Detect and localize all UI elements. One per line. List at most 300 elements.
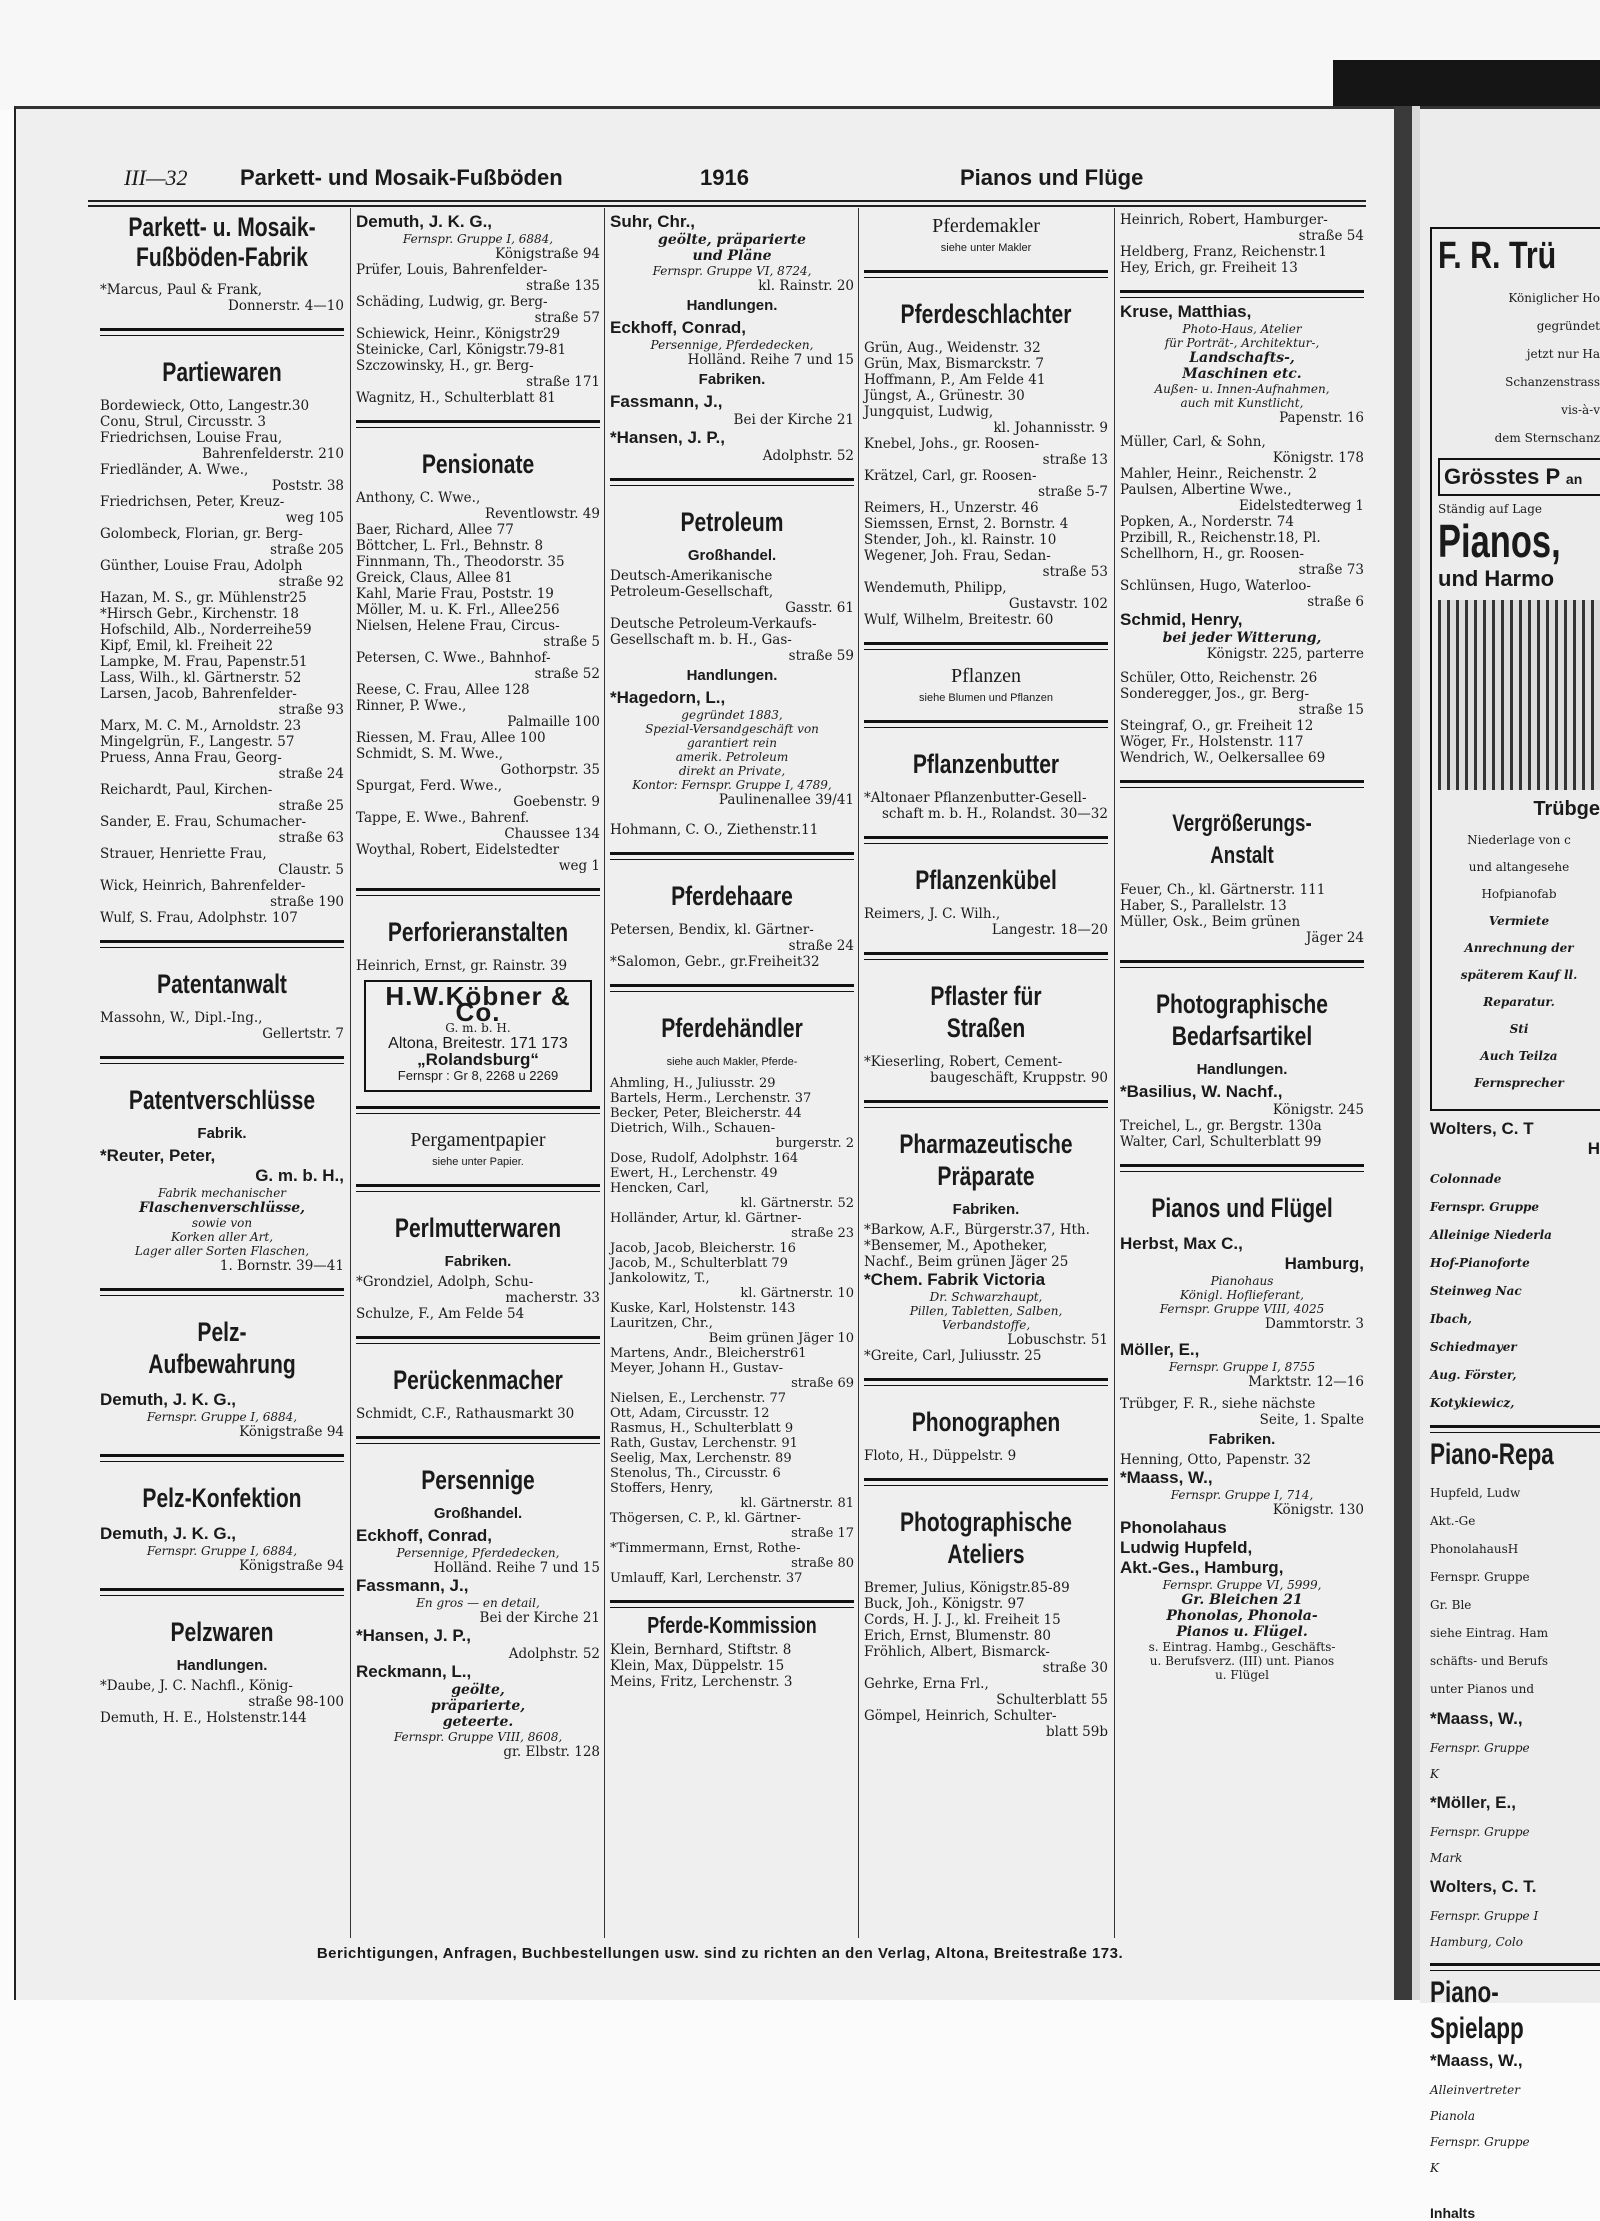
entry-desc: präparierte, <box>430 1698 526 1714</box>
entry-line: Ibach, <box>1430 1312 1472 1326</box>
section-title: Pferde-Kommission <box>647 1612 817 1638</box>
book-gutter <box>1394 106 1412 2000</box>
entry-line: Feuer, Ch., kl. Gärtnerstr. 111 <box>1120 882 1326 898</box>
entry-name: *Chem. Fabrik Victoria <box>864 1270 1046 1289</box>
entry-line: Conu, Strul, Circusstr. 3 <box>100 414 266 430</box>
entry-line: straße 80 <box>791 1556 854 1571</box>
header-rule-2 <box>88 205 1366 207</box>
entry-line: Woythal, Robert, Eidelstedter <box>356 842 560 858</box>
entry-desc: En gros — en detail, <box>416 1596 540 1610</box>
section-title: Pelzwaren <box>170 1617 274 1647</box>
entry-line: Kotykiewicz, <box>1430 1396 1515 1410</box>
entry-address: Königstr. 225, parterre <box>1206 646 1364 662</box>
entry-list <box>610 1642 854 1690</box>
entry-line: auch mit Kunstlicht, <box>1180 396 1304 410</box>
entry-line: Heinrich, Robert, Hamburger- <box>1120 212 1328 228</box>
entry-line: Meyer, Johann H., Gustav- <box>610 1361 784 1376</box>
entry-line: Klein, Max, Düppelstr. 15 <box>610 1658 785 1674</box>
entry-line: Schüler, Otto, Reichenstr. 26 <box>1120 670 1318 686</box>
divider <box>356 1184 600 1192</box>
section-title: Pflaster für Straßen <box>930 981 1042 1043</box>
entry-address: gr. Elbstr. 128 <box>503 1744 600 1760</box>
entry-line: straße 98-100 <box>248 1694 344 1710</box>
divider <box>1430 1963 1600 1971</box>
entry-line: Grün, Max, Bismarckstr. 7 <box>864 356 1044 372</box>
entry-name: *Maass, W., <box>1430 1709 1523 1728</box>
entry-line: Prüfer, Louis, Bahrenfelder- <box>356 262 548 278</box>
entry-line: Riessen, M. Frau, Allee 100 <box>356 730 546 746</box>
entry-line: K <box>1430 2161 1439 2175</box>
entry-line: Wagnitz, H., Schulterblatt 81 <box>356 390 556 406</box>
entry-desc-list <box>1430 2083 1600 2175</box>
entry-line: Bartels, Herm., Lerchenstr. 37 <box>610 1091 812 1106</box>
entry: Massohn, W., Dipl.-Ing., <box>100 1010 263 1026</box>
entry-line: *Hirsch Gebr., Kirchenstr. 18 <box>100 606 299 622</box>
entry-line: Wick, Heinrich, Bahrenfelder- <box>100 878 306 894</box>
section-title: Vergrößerungs-Anstalt <box>1172 810 1312 869</box>
column-3 <box>610 212 854 1690</box>
entry-line: Hazan, M. S., gr. Mühlenstr25 <box>100 590 307 606</box>
entry-line: und altangesehe <box>1468 860 1570 874</box>
entry-line: Umlauff, Karl, Lerchenstr. 37 <box>610 1571 803 1586</box>
entry-block <box>1420 1119 1600 1411</box>
divider <box>610 478 854 486</box>
entry-line: Becker, Peter, Bleicherstr. 44 <box>610 1106 802 1121</box>
entry-line: Reimers, J. C. Wilh., <box>864 906 1001 922</box>
entry-line: Finnmann, Th., Theodorstr. 35 <box>356 554 565 570</box>
entry-list <box>610 922 854 970</box>
entry-line: Goebenstr. 9 <box>513 794 600 810</box>
entry-line: straße 24 <box>278 766 344 782</box>
entry-address: Königstr. 245 <box>1272 1102 1364 1118</box>
entry-list <box>1120 1396 1364 1428</box>
entry-line: kl. Gärtnerstr. 81 <box>740 1496 854 1511</box>
entry-line: Golombeck, Florian, gr. Berg- <box>100 526 303 542</box>
entry-line: kl. Gärtnerstr. 52 <box>740 1196 854 1211</box>
entry-line: Hupfeld, Ludw <box>1430 1486 1521 1500</box>
entry-line: Seelig, Max, Lerchenstr. 89 <box>610 1451 792 1466</box>
entry-name: Eckhoff, Conrad, <box>610 318 747 337</box>
entry-line: Kahl, Marie Frau, Poststr. 19 <box>356 586 554 602</box>
entry-line: Szczowinsky, H., gr. Berg- <box>356 358 534 374</box>
entry-desc-list <box>1120 322 1364 350</box>
entry-line: *Grondziel, Adolph, Schu- <box>356 1274 534 1290</box>
entry-line: Hofschild, Alb., Norderreihe59 <box>100 622 312 638</box>
entry-line: Dietrich, Wilh., Schauen- <box>610 1121 776 1136</box>
advert-slogan: „Rolandsburg“ <box>417 1050 539 1069</box>
entry-line: Knebel, Johs., gr. Roosen- <box>864 436 1040 452</box>
section-title: Pianos und Flügel <box>1151 1193 1333 1223</box>
entry-desc: Persennige, Pferdedecken, <box>396 1546 560 1560</box>
entry-list <box>356 246 600 406</box>
entry-line: straße 92 <box>278 574 344 590</box>
entry-line: Anthony, C. Wwe., <box>356 490 481 506</box>
entry-line: Fernspr. Gruppe <box>1430 1200 1539 1214</box>
entry: *Greite, Carl, Juliusstr. 25 <box>864 1348 1042 1364</box>
entry-desc: Fabrik mechanischer <box>157 1186 287 1200</box>
entry-list <box>610 1076 854 1586</box>
entry-line: straße 5 <box>543 634 600 650</box>
entry-desc: und Pläne <box>692 248 772 264</box>
entry-line: *Altonaer Pflanzenbutter-Gesell- <box>864 790 1087 806</box>
entry-line: Cords, H. J. J., kl. Freiheit 15 <box>864 1612 1061 1628</box>
entry-line: Klein, Bernhard, Stiftstr. 8 <box>610 1642 792 1658</box>
entry: *Marcus, Paul & Frank, <box>100 282 263 298</box>
entry-address: Holländ. Reihe 7 und 15 <box>687 352 854 368</box>
entry-line: Wöger, Fr., Holstenstr. 117 <box>1120 734 1304 750</box>
entry-line: u. Flügel <box>1215 1668 1269 1682</box>
entry-line: Müller, Carl, & Sohn, <box>1120 434 1266 450</box>
entry-line: burgerstr. 2 <box>775 1136 854 1151</box>
advert-box-text: an <box>1565 471 1583 487</box>
section-subtitle: Fabrik. <box>197 1125 247 1142</box>
section-subtitle: Großhandel. <box>687 547 777 564</box>
entry-line: Thögersen, C. P., kl. Gärtner- <box>610 1511 801 1526</box>
entry-list <box>100 1678 344 1726</box>
entry-line: Hamburg, Colo <box>1430 1935 1523 1949</box>
divider <box>356 420 600 428</box>
divider <box>1120 1164 1364 1172</box>
entry-line: Steinicke, Carl, Königstr.79-81 <box>356 342 567 358</box>
entry-line: schäfts- und Berufs <box>1430 1654 1548 1668</box>
entry-line: Heldberg, Franz, Reichenstr.1 <box>1120 244 1327 260</box>
section-title: Petroleum <box>680 507 784 537</box>
entry-line: Nielsen, Helene Frau, Circus- <box>356 618 560 634</box>
entry-line: garantiert rein <box>687 736 777 750</box>
column-divider <box>604 208 605 1938</box>
entry-line: Wendemuth, Philipp, <box>864 580 1007 596</box>
entry-line: Jankolowitz, T., <box>610 1271 710 1286</box>
divider <box>610 984 854 992</box>
entry: Heinrich, Ernst, gr. Rainstr. 39 <box>356 958 568 974</box>
entry-line: Möller, M. u. K. Frl., Allee256 <box>356 602 560 618</box>
entry-list <box>864 340 1108 628</box>
entry-name: G. m. b. H., <box>255 1166 344 1185</box>
entry-line: Reimers, H., Unzerstr. 46 <box>864 500 1039 516</box>
divider <box>1120 290 1364 298</box>
entry-note-list <box>1120 1640 1364 1682</box>
divider <box>100 940 344 948</box>
entry-desc: Flaschenverschlüsse, <box>138 1200 306 1216</box>
section-title: Pferdemakler <box>932 215 1040 237</box>
divider <box>864 1478 1108 1486</box>
entry-desc-list <box>1120 382 1364 410</box>
advert-name: F. R. Trü <box>1438 235 1557 277</box>
entry-line: Lauritzen, Chr., <box>610 1316 713 1331</box>
entry-line: Przibill, R., Reichenstr.18, Pl. <box>1120 530 1321 546</box>
entry-line: Königl. Hoflieferant, <box>1179 1288 1304 1302</box>
advert-big2: und Harmo <box>1438 566 1555 591</box>
entry-line: Günther, Louise Frau, Adolph <box>100 558 303 574</box>
entry-line: straße 23 <box>791 1226 854 1241</box>
entry-desc: Phonolas, Phonola- <box>1166 1608 1318 1624</box>
entry-line: für Porträt-, Architektur-, <box>1164 336 1320 350</box>
entry-desc-list <box>1120 1274 1364 1316</box>
entry-line: Kontor: Fernspr. Gruppe I, 4789, <box>632 778 832 792</box>
entry-address: Adolphstr. 52 <box>762 448 854 464</box>
section-title: Photographische Ateliers <box>899 1507 1073 1569</box>
entry-line: *Salomon, Gebr., gr.Freiheit32 <box>610 954 820 970</box>
entry-name: Möller, E., <box>1120 1340 1200 1359</box>
entry: Gellertstr. 7 <box>262 1026 344 1042</box>
entry-line: Steinweg Nac <box>1430 1284 1522 1298</box>
entry-desc: bei jeder Witterung, <box>1162 630 1322 646</box>
entry-list <box>1430 1485 1600 1697</box>
entry-name: Suhr, Chr., <box>610 212 696 231</box>
entry-line: Popken, A., Norderstr. 74 <box>1120 514 1294 530</box>
page-title-right: Pianos und Flüge <box>960 165 1144 190</box>
entry: Henning, Otto, Papenstr. 32 <box>1120 1452 1311 1468</box>
entry-line: Fröhlich, Albert, Bismarck- <box>864 1644 1050 1660</box>
entry-line: kl. Johannisstr. 9 <box>993 420 1108 436</box>
entry-name: Wolters, C. T <box>1430 1119 1534 1138</box>
entry-line: Eidelstedterweg 1 <box>1238 498 1364 514</box>
page-year: 1916 <box>700 165 749 190</box>
advert-piano-image <box>1438 600 1600 790</box>
entry-line: PhonolahausH <box>1430 1542 1519 1556</box>
entry-line: straße 5-7 <box>1038 484 1108 500</box>
entry-line: Chaussee 134 <box>504 826 600 842</box>
entry-line: Schlünsen, Hugo, Waterloo- <box>1120 578 1311 594</box>
entry-list <box>610 568 854 664</box>
entry-line: Schiedmayer <box>1430 1340 1517 1354</box>
entry-line: Akt.-Ge <box>1430 1514 1476 1528</box>
divider <box>864 270 1108 278</box>
entry-line: K <box>1430 1767 1439 1781</box>
advert-box <box>1430 227 1600 1111</box>
entry-line: siehe Eintrag. Ham <box>1430 1626 1549 1640</box>
entry-line: Paulsen, Albertine Wwe., <box>1120 482 1292 498</box>
divider <box>864 642 1108 650</box>
entry: Floto, H., Düppelstr. 9 <box>864 1448 1017 1464</box>
entry-address: Adolphstr. 52 <box>508 1646 600 1662</box>
entry-name: Fassmann, J., <box>610 392 723 411</box>
entry-line: *Kieserling, Robert, Cement- <box>864 1054 1063 1070</box>
entry-line: Fernspr. Gruppe VIII, 4025 <box>1159 1302 1325 1316</box>
entry-line: straße 54 <box>1298 228 1364 244</box>
entry-line: Dr. Schwarzhaupt, <box>929 1290 1043 1304</box>
section-title: Pensionate <box>421 449 535 479</box>
entry-name: Demuth, J. K. G., <box>356 212 493 231</box>
entry-line: Holländer, Artur, kl. Gärtner- <box>610 1211 802 1226</box>
entry-line: Wulf, S. Frau, Adolphstr. 107 <box>100 910 298 926</box>
section-subtitle: Handlungen. <box>176 1657 268 1674</box>
divider <box>100 1056 344 1064</box>
entry-line: *Bensemer, M., Apotheker, <box>864 1238 1048 1254</box>
entry-line: Hofpianofab <box>1481 887 1557 901</box>
entry-name: Demuth, J. K. G., <box>100 1390 237 1409</box>
entry-desc-list <box>1430 1825 1600 1865</box>
divider <box>864 1100 1108 1108</box>
entry-line: Alleinvertreter <box>1430 2083 1520 2097</box>
entry-desc: Gr. Bleichen 21 <box>1181 1592 1303 1608</box>
advert-box-inner <box>1438 458 1600 496</box>
entry-line: Rasmus, H., Schulterblatt 9 <box>610 1421 794 1436</box>
section-subtitle: Handlungen. <box>1196 1061 1288 1078</box>
entry-line: Pianohaus <box>1210 1274 1274 1288</box>
entry-line: Böttcher, L. Frl., Behnstr. 8 <box>356 538 544 554</box>
entry-desc: Persennige, Pferdedecken, <box>650 338 814 352</box>
column-2 <box>356 212 600 1760</box>
entry-line: Sonderegger, Jos., gr. Berg- <box>1120 686 1310 702</box>
section-subtitle: Fabriken. <box>1208 1431 1276 1448</box>
entry-line: Jüngst, A., Grünestr. 30 <box>864 388 1025 404</box>
advert-big: Pianos, <box>1438 515 1561 567</box>
entry-line: unter Pianos und <box>1430 1682 1535 1696</box>
entry-address: Paulinenallee 39/41 <box>718 792 854 808</box>
entry-line: Fernspr. Gruppe I <box>1430 1909 1539 1923</box>
entry-line: Beim grünen Jäger 10 <box>708 1331 854 1346</box>
entry-line: Königstr. 178 <box>1272 450 1364 466</box>
section-note: siehe Blumen und Pflanzen <box>919 692 1053 704</box>
entry-line: Hoffmann, P., Am Felde 41 <box>864 372 1046 388</box>
entry-line: Wegener, Joh. Frau, Sedan- <box>864 548 1051 564</box>
entry-list <box>356 1274 600 1322</box>
page-footer: Berichtigungen, Anfragen, Buchbestellungen usw. sind zu richten an den Verlag, Altona, Breitestraße 173. <box>316 1945 1124 1962</box>
entry-name: Ludwig Hupfeld, <box>1120 1538 1253 1557</box>
column-divider <box>1114 208 1115 1938</box>
entry-desc: geteerte. <box>442 1714 514 1730</box>
entry-line: amerik. Petroleum <box>675 750 789 764</box>
entry-desc-list <box>1430 1909 1600 1949</box>
divider <box>100 328 344 336</box>
entry-list <box>864 790 1108 822</box>
divider <box>356 1336 600 1344</box>
entry-name: Demuth, J. K. G., <box>100 1524 237 1543</box>
entry-line: Friedrichsen, Louise Frau, <box>100 430 283 446</box>
section-note: siehe unter Makler <box>940 242 1032 254</box>
divider <box>864 952 1108 960</box>
entry-line: Mark <box>1430 1851 1463 1865</box>
entry-line: Fernspr. Gruppe <box>1430 1825 1530 1839</box>
entry-line: Stoffers, Henry, <box>610 1481 714 1496</box>
entry-line: späterem Kauf ll. <box>1460 968 1578 982</box>
section-title: Pferdehaare <box>671 881 793 911</box>
entry-line: Gehrke, Erna Frl., <box>864 1676 989 1692</box>
entry-line: Krätzel, Carl, gr. Roosen- <box>864 468 1037 484</box>
entry-line: Petersen, C. Wwe., Bahnhof- <box>356 650 551 666</box>
entry-line: straße 171 <box>526 374 600 390</box>
entry-line: Pianola <box>1430 2109 1476 2123</box>
entry-line: Schiewick, Heinr., Königstr29 <box>356 326 561 342</box>
entry-line: Jungquist, Ludwig, <box>864 404 994 420</box>
entry-line: Nachf., Beim grünen Jäger 25 <box>864 1254 1069 1270</box>
entry-line: Reese, C. Frau, Allee 128 <box>356 682 530 698</box>
entry-line: Schmidt, S. M. Wwe., <box>356 746 504 762</box>
entry-line: straße 17 <box>791 1526 854 1541</box>
section-note: siehe unter Papier. <box>432 1156 524 1168</box>
divider <box>864 836 1108 844</box>
entry-line: Martens, Andr., Bleicherstr61 <box>610 1346 807 1361</box>
entry-address: Bei der Kirche 21 <box>733 412 854 428</box>
entry-list <box>1120 882 1364 946</box>
entry-line: Dose, Rudolf, Adolphstr. 164 <box>610 1151 799 1166</box>
advert-address: Altona, Breitestr. 171 173 <box>388 1035 568 1052</box>
entry-line: Fernsprecher <box>1474 1076 1564 1090</box>
entry-line: weg 1 <box>558 858 600 874</box>
entry-line: direkt an Private, <box>678 764 786 778</box>
entry-address: Bei der Kirche 21 <box>479 1610 600 1626</box>
entry-line: Auch Teilza <box>1480 1049 1558 1063</box>
entry-line: straße 63 <box>278 830 344 846</box>
entry-line: Gr. Ble <box>1430 1598 1472 1612</box>
entry-line: Jacob, Jacob, Bleicherstr. 16 <box>610 1241 796 1256</box>
entry-line: straße 59 <box>788 648 854 664</box>
entry-line: Lass, Wilh., kl. Gärtnerstr. 52 <box>100 670 302 686</box>
entry-desc-list <box>1120 350 1364 382</box>
entry-list <box>1120 434 1364 610</box>
entry-line: Petroleum-Gesellschaft, <box>610 584 774 600</box>
entry-line: Königstraße 94 <box>495 246 600 262</box>
page-number: III—32 <box>124 165 188 190</box>
divider <box>356 888 600 896</box>
entry-line: Verbandstoffe, <box>941 1318 1031 1332</box>
entry-line: straße 30 <box>1042 1660 1108 1676</box>
entry-line: Friedländer, A. Wwe., <box>100 462 249 478</box>
entry-line: Marx, M. C. M., Arnoldstr. 23 <box>100 718 302 734</box>
entry-line: Seite, 1. Spalte <box>1259 1412 1364 1428</box>
entry-line: Poststr. 38 <box>271 478 344 494</box>
entry-line: Maschinen etc. <box>1182 366 1302 382</box>
entry-line: Photo-Haus, Atelier <box>1182 322 1302 336</box>
entry-address: Papenstr. 16 <box>1279 410 1364 426</box>
entry-line: straße 190 <box>270 894 344 910</box>
section-title: Persennige <box>421 1465 535 1495</box>
entry-phone: Fernspr. Gruppe I, 6884, <box>146 1544 298 1558</box>
entry-address: Dammtorstr. 3 <box>1265 1316 1364 1332</box>
section-title: Perforieranstalten <box>387 917 569 947</box>
entry-line: Sander, E. Frau, Schumacher- <box>100 814 307 830</box>
section-subtitle: Fabriken. <box>698 371 766 388</box>
page-edge-tab <box>1333 60 1600 106</box>
entry-line: Jacob, M., Schulterblatt 79 <box>610 1256 788 1271</box>
entry-line: *Daube, J. C. Nachfl., König- <box>100 1678 293 1694</box>
entry-line: Steingraf, O., gr. Freiheit 12 <box>1120 718 1314 734</box>
entry-line: Landschafts-, <box>1189 350 1295 366</box>
entry-line: Sti <box>1509 1022 1529 1036</box>
entry-line: Fernspr. Gruppe <box>1430 2135 1530 2149</box>
entry-line: Hencken, Carl, <box>610 1181 710 1196</box>
entry-line: Gasstr. 61 <box>785 600 854 616</box>
divider <box>864 1378 1108 1386</box>
entry-address: Königstraße 94 <box>239 1424 344 1440</box>
column-5 <box>1120 212 1364 1682</box>
entry-line: Ewert, H., Lerchenstr. 49 <box>610 1166 778 1181</box>
entry: Schmidt, C.F., Rathausmarkt 30 <box>356 1406 575 1422</box>
section-title: Partiewaren <box>162 357 282 387</box>
section-title: Pelz-Aufbewahrung <box>148 1317 296 1379</box>
advert-lines <box>1438 290 1600 446</box>
entry-list <box>1120 1118 1364 1150</box>
entry-line: Spurgat, Ferd. Wwe., <box>356 778 503 794</box>
entry-line: schaft m. b. H., Rolandst. 30—32 <box>882 806 1108 822</box>
section-title: Piano-Spielapp <box>1430 1976 1524 2045</box>
entry-line: straße 15 <box>1298 702 1364 718</box>
divider <box>1120 960 1364 968</box>
entry-line: Treichel, L., gr. Bergstr. 130a <box>1120 1118 1322 1134</box>
header-rule <box>88 200 1366 202</box>
section-subtitle: Handlungen. <box>686 297 778 314</box>
entry-line: Mingelgrün, F., Langestr. 57 <box>100 734 295 750</box>
entry-name: *Reuter, Peter, <box>100 1146 216 1165</box>
entry-line: Langestr. 18—20 <box>991 922 1108 938</box>
entry-line: straße 52 <box>534 666 600 682</box>
entry-line: Bordewieck, Otto, Langestr.30 <box>100 398 310 414</box>
entry-name: Fassmann, J., <box>356 1576 469 1595</box>
entry-line: Haber, S., Parallelstr. 13 <box>1120 898 1287 914</box>
entry-list <box>864 1054 1108 1086</box>
entry-line: Siemssen, Ernst, 2. Bornstr. 4 <box>864 516 1069 532</box>
